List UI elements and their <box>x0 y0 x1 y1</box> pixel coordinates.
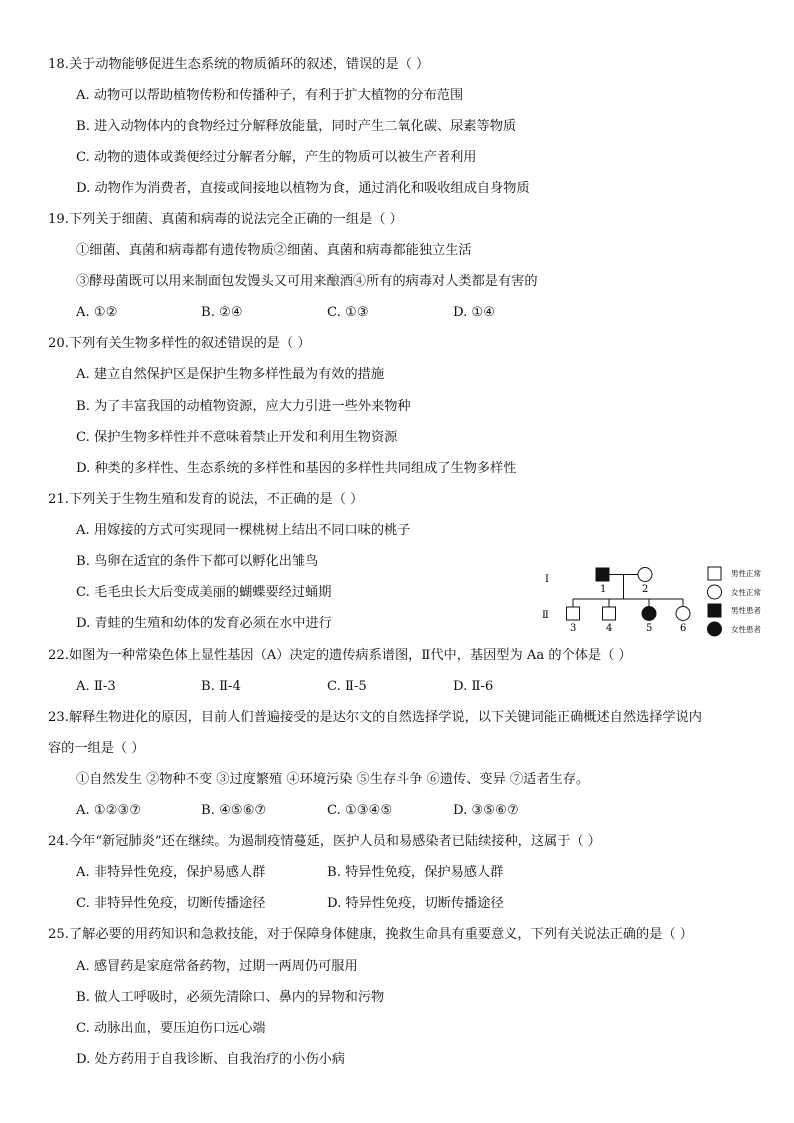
label-4: 4 <box>606 623 613 634</box>
generation-label-ii: Ⅱ <box>542 610 549 621</box>
q20-option-c: C. 保护生物多样性并不意味着禁止开发和利用生物资源 <box>76 430 398 445</box>
legend-female-normal-text: 女性正常 <box>731 588 761 597</box>
q19-statement-1: ①细菌、真菌和病毒都有遗传物质②细菌、真菌和病毒都能独立生活 <box>76 243 472 258</box>
q19-option-c: C. ①③ <box>327 305 369 320</box>
q25-option-d: D. 处方药用于自我诊断、自我治疗的小伤小病 <box>76 1052 346 1067</box>
individual-4-male-normal <box>603 607 616 620</box>
q22-option-b: B. Ⅱ-4 <box>201 679 241 694</box>
individual-2-female-normal <box>638 568 652 582</box>
q25-option-c: C. 动脉出血，要压迫伤口远心端 <box>76 1021 266 1036</box>
q18-stem: 18.关于动物能够促进生态系统的物质循环的叙述，错误的是（ ） <box>48 57 430 72</box>
q22-option-d: D. Ⅱ-6 <box>453 679 494 694</box>
q23-stem-line-1: 23.解释生物进化的原因，目前人们普遍接受的是达尔文的自然选择学说，以下关键词能正确概述自然选择学说内 <box>48 710 702 725</box>
legend-male-normal-text: 男性正常 <box>731 569 761 578</box>
q24-stem: 24.今年“新冠肺炎”还在继续。为遏制疫情蔓延，医护人员和易感染者已陆续接种，这属于（ ） <box>48 834 601 849</box>
legend-male-affected-text: 男性患者 <box>731 606 761 615</box>
q20-option-d: D. 种类的多样性、生态系统的多样性和基因的多样性共同组成了生物多样性 <box>76 461 517 476</box>
q23-option-c: C. ①③④⑤ <box>327 803 393 818</box>
q18-option-b: B. 进入动物体内的食物经过分解释放能量，同时产生二氧化碳、尿素等物质 <box>76 119 517 134</box>
q22-option-a: A. Ⅱ-3 <box>76 679 116 694</box>
individual-1-male-affected <box>596 568 609 581</box>
q19-option-b: B. ②④ <box>201 305 243 320</box>
q21-stem: 21.下列关于生物生殖和发育的说法，不正确的是（ ） <box>48 492 364 507</box>
label-1: 1 <box>600 584 607 595</box>
q20-option-a: A. 建立自然保护区是保护生物多样性最为有效的措施 <box>76 367 385 382</box>
q21-option-b: B. 鸟卵在适宜的条件下都可以孵化出雏鸟 <box>76 554 319 569</box>
q20-option-b: B. 为了丰富我国的动植物资源，应大力引进一些外来物种 <box>76 399 411 414</box>
legend-female-affected-symbol <box>708 622 722 636</box>
q19-stem: 19.下列关于细菌、真菌和病毒的说法完全正确的一组是（ ） <box>48 212 403 227</box>
q18-option-d: D. 动物作为消费者，直接或间接地以植物为食，通过消化和吸收组成自身物质 <box>76 181 530 196</box>
label-2: 2 <box>642 584 649 595</box>
q24-option-b: B. 特异性免疫，保护易感人群 <box>327 865 504 880</box>
label-5: 5 <box>646 623 653 634</box>
individual-6-female-normal <box>676 607 690 621</box>
q19-option-d: D. ①④ <box>453 305 496 320</box>
pedigree-chart <box>538 562 778 642</box>
q23-option-a: A. ①②③⑦ <box>76 803 142 818</box>
q25-stem: 25.了解必要的用药知识和急救技能，对于保障身体健康，挽救生命具有重要意义，下列有关说法正确的是（ ） <box>48 927 693 942</box>
q23-stem-line-2: 容的一组是（ ） <box>48 741 145 756</box>
q24-option-c: C. 非特异性免疫，切断传播途径 <box>76 896 266 911</box>
label-3: 3 <box>570 623 577 634</box>
q21-option-a: A. 用嫁接的方式可实现同一棵桃树上结出不同口味的桃子 <box>76 523 411 538</box>
q25-option-a: A. 感冒药是家庭常备药物，过期一两周仍可服用 <box>76 959 358 974</box>
legend-female-affected-text: 女性患者 <box>731 625 761 634</box>
q24-options-row-2 <box>76 895 596 913</box>
generation-label-i: I <box>545 574 549 585</box>
q23-option-b: B. ④⑤⑥⑦ <box>201 803 267 818</box>
q19-options-row <box>76 304 596 322</box>
q21-option-c: C. 毛毛虫长大后变成美丽的蝴蝶要经过蛹期 <box>76 585 332 600</box>
q24-option-d: D. 特异性免疫，切断传播途径 <box>327 896 504 911</box>
q24-options-row-1 <box>76 864 596 882</box>
q18-option-c: C. 动物的遗体或粪便经过分解者分解，产生的物质可以被生产者利用 <box>76 150 477 165</box>
legend-male-affected-symbol <box>708 604 721 617</box>
q23-options-row <box>76 802 596 820</box>
q25-option-b: B. 做人工呼吸时，必须先清除口、鼻内的异物和污物 <box>76 990 385 1005</box>
legend-male-normal-symbol <box>708 567 721 580</box>
q21-option-d: D. 青蛙的生殖和幼体的发育必须在水中进行 <box>76 616 332 631</box>
q19-option-a: A. ①② <box>76 305 118 320</box>
individual-3-male-normal <box>567 607 580 620</box>
q24-option-a: A. 非特异性免疫，保护易感人群 <box>76 865 266 880</box>
q20-stem: 20.下列有关生物多样性的叙述错误的是（ ） <box>48 336 311 351</box>
q22-option-c: C. Ⅱ-5 <box>327 679 367 694</box>
legend-female-normal-symbol <box>708 585 722 599</box>
q22-stem: 22.如图为一种常染色体上显性基因（A）决定的遗传病系谱图，Ⅱ代中，基因型为 Aa 的个体是（ ） <box>48 648 632 663</box>
q22-options-row <box>76 678 596 696</box>
label-6: 6 <box>680 623 687 634</box>
q23-keywords: ①自然发生 ②物种不变 ③过度繁殖 ④环境污染 ⑤生存斗争 ⑥遗传、变异 ⑦适者生存。 <box>76 772 590 787</box>
q19-statement-2: ③酵母菌既可以用来制面包发馒头又可用来酿酒④所有的病毒对人类都是有害的 <box>76 274 538 289</box>
q18-option-a: A. 动物可以帮助植物传粉和传播种子，有利于扩大植物的分布范围 <box>76 88 464 103</box>
individual-5-female-affected <box>642 607 656 621</box>
q23-option-d: D. ③⑤⑥⑦ <box>453 803 519 818</box>
